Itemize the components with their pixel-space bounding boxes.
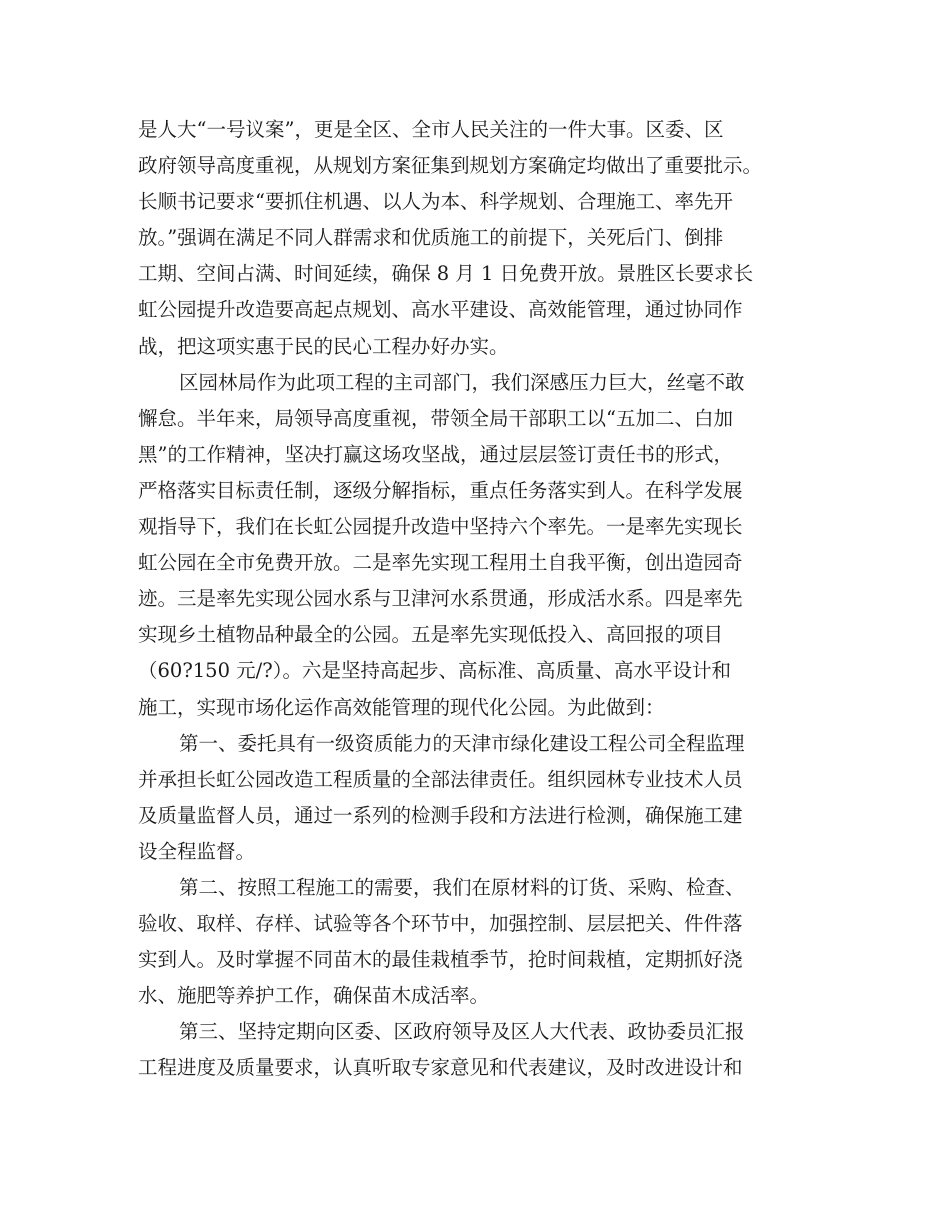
- text-line: 及质量监督人员，通过一系列的检测手段和方法进行检测，确保施工建: [138, 803, 743, 827]
- text-line: 验收、取样、存样、试验等各个环节中，加强控制、层层把关、件件落: [138, 912, 743, 936]
- text-line: 实现乡土植物品种最全的公园。五是率先实现低投入、高回报的项目: [138, 623, 724, 647]
- text-line: 政府领导高度重视，从规划方案征集到规划方案确定均做出了重要批示。: [138, 154, 763, 178]
- text-line: 观指导下，我们在长虹公园提升改造中坚持六个率先。一是率先实现长: [138, 515, 743, 539]
- paragraph-first-line: 区园林局作为此项工程的主司部门，我们深感压力巨大，丝毫不敢: [179, 370, 745, 394]
- text-line: 虹公园提升改造要高起点规划、高水平建设、高效能管理，通过协同作: [138, 298, 743, 322]
- text-line: 长顺书记要求“要抓住机遇、以人为本、科学规划、合理施工、率先开: [138, 190, 733, 214]
- text-line: 是人大“一号议案”，更是全区、全市人民关注的一件大事。区委、区: [138, 118, 724, 141]
- text-line: 黑”的工作精神，坚决打赢这场攻坚战，通过层层签订责任书的形式，: [138, 442, 733, 466]
- text-line: 水、施肥等养护工作，确保苗木成活率。: [138, 984, 490, 1008]
- paragraph-first-line: 第二、按照工程施工的需要，我们在原材料的订货、采购、检查、: [179, 875, 745, 899]
- document-body: [138, 112, 828, 1087]
- paragraph-first-line: 第一、委托具有一级资质能力的天津市绿化建设工程公司全程监理: [179, 731, 745, 755]
- text-line: 懈怠。半年来，局领导高度重视，带领全局干部职工以“五加二、白加: [138, 406, 733, 430]
- text-line: 实到人。及时掌握不同苗木的最佳栽植季节，抢时间栽植，定期抓好浇: [138, 948, 743, 972]
- text-line: 战，把这项实惠于民的民心工程办好办实。: [138, 334, 509, 358]
- text-line: 施工，实现市场化运作高效能管理的现代化公园。为此做到：: [138, 695, 665, 719]
- text-line: 工程进度及质量要求，认真听取专家意见和代表建议，及时改进设计和: [138, 1056, 743, 1080]
- text-line: 放。”强调在满足不同人群需求和优质施工的前提下，关死后门、倒排: [138, 226, 724, 250]
- paragraph-first-line: 第三、坚持定期向区委、区政府领导及区人大代表、政协委员汇报: [179, 1020, 745, 1044]
- text-line: 虹公园在全市免费开放。二是率先实现工程用土自我平衡，创出造园奇: [138, 551, 743, 575]
- text-line: 严格落实目标责任制，逐级分解指标，重点任务落实到人。在科学发展: [138, 478, 743, 502]
- text-line: 工期、空间占满、时间延续，确保 8 月 1 日免费开放。景胜区长要求长: [138, 262, 754, 286]
- text-line: 设全程监督。: [138, 839, 256, 863]
- text-line: 迹。三是率先实现公园水系与卫津河水系贯通，形成活水系。四是率先: [138, 587, 743, 611]
- text-line: 并承担长虹公园改造工程质量的全部法律责任。组织园林专业技术人员: [138, 767, 743, 791]
- text-line: （60?150 元/?）。六是坚持高起步、高标准、高质量、高水平设计和: [138, 659, 731, 683]
